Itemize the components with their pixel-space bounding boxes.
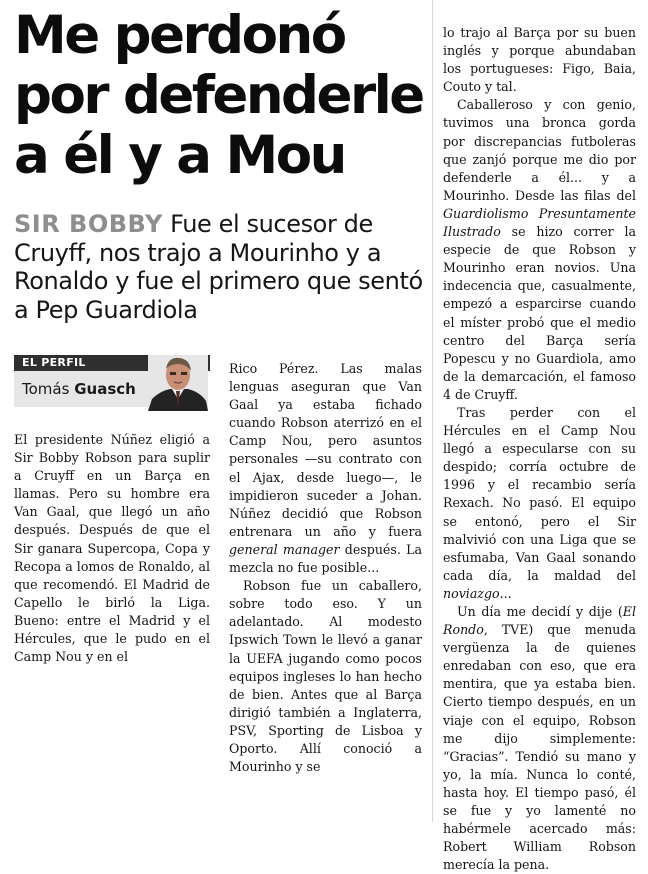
- paragraph: Rico Pérez. Las malas lenguas aseguran que Van Gaal ya estaba fichado cuando Robson aterrizó en el Camp Nou, pero asuntos personales —su contrato con el Ajax, desde luego—, le impidieron suceder a Johan. Núñez decidió que Robson entrenara un año y fuera general manager después. La mezcla no fue posible...: [229, 361, 422, 576]
- article-column-3: [443, 24, 636, 874]
- profile-tag: EL PERFIL: [14, 355, 210, 371]
- paragraph: El presidente Núñez eligió a Sir Bobby Robson para suplir a Cruyff en un Barça en llamas. Pero su hombre era Van Gaal, que llegó un año después. Después de que el Sir ganara Supercopa, Copa y Recopa a lomos de Ronaldo, al que recomendó. El Madrid de Capello le birló la Liga. Bueno: entre el Madrid y el Hércules, que le pudo en el Camp Nou y en el: [14, 432, 210, 665]
- headline-line: Me perdonó: [14, 5, 345, 66]
- headline-line: a él y a Mou: [14, 125, 345, 186]
- deck-text: Fue el sucesor de Cruyff, nos trajo a Mourinho y a Ronaldo y fue el primero que sentó a Pep Guardiola: [14, 210, 423, 324]
- paragraph: Caballeroso y con genio, tuvimos una bronca gorda por discrepancias futboleras que zanjó porque me dio por defenderle a él... y a Mourinho. Desde las filas del Guardiolismo Presuntamente Ilustrado se hizo correr la especie de que Robson y Mourinho eran novios. Una indecencia que, casualmente, empezó a esparcirse cuando el míster probó que el medio centro del Barça sería Popescu y no Guardiola, amo de la demarcación, el famoso 4 de Cruyff.: [443, 97, 636, 402]
- headline-line: por defenderle: [14, 65, 423, 126]
- author-last-name: Guasch: [74, 380, 136, 398]
- article-column-2: [229, 360, 422, 776]
- headline: [14, 6, 434, 186]
- article-column-1: [14, 431, 210, 666]
- paragraph: Un día me decidí y dije (El Rondo, TVE) que menuda vergüenza la de quienes enredaban con eso, que era mentira, que ya estaba bien. Cierto tiempo después, en un viaje con el equipo, Robson me dijo simplemente: “Gracias”. Tendió su mano y yo, la mía. Nunca lo conté, hasta hoy. El tiempo pasó, él se fue y yo lamenté no habérmele acercado más: Robert William Robson merecía la pena.: [443, 604, 636, 873]
- paragraph: Tras perder con el Hércules en el Camp Nou llegó a especularse con su despido; corría octubre de 1996 y el recambio sería Rexach. No pasó. El equipo se entonó, pero el Sir malvivió con una Liga que se esfumaba, Van Gaal sonando cada día, la maldad del noviazgo...: [443, 404, 636, 601]
- author-first-name: Tomás: [22, 380, 70, 398]
- deck-subheading: [14, 210, 424, 324]
- deck-kicker: SIR BOBBY: [14, 210, 163, 238]
- paragraph: lo trajo al Barça por su buen inglés y porque abundaban los portugueses: Figo, Baia, Couto y tal.: [443, 25, 636, 95]
- author-portrait-icon: [148, 355, 208, 411]
- paragraph: Robson fue un caballero, sobre todo eso. Y un adelantado. Al modesto Ipswich Town le llevó a ganar la UEFA jugando como pocos equipos ingleses lo han hecho de bien. Antes que al Barça dirigió también a Inglaterra, PSV, Sporting de Lisboa y Oporto. Allí conoció a Mourinho y se: [229, 578, 422, 775]
